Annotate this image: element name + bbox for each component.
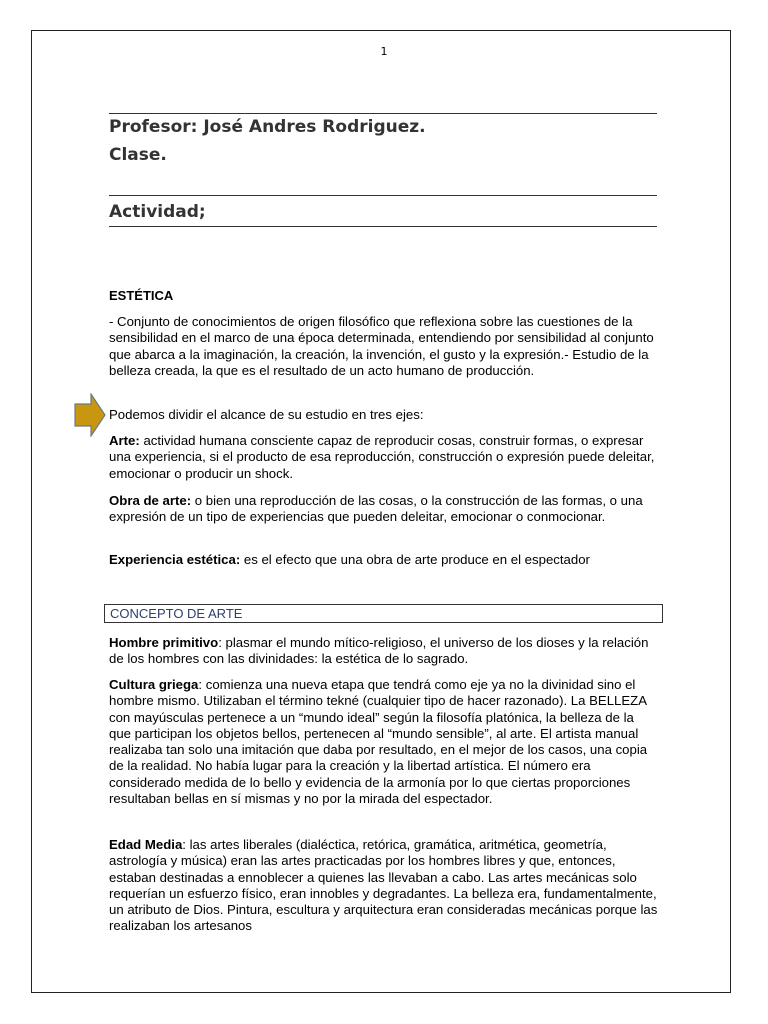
concepto-title-box (104, 604, 663, 623)
estetica-intro: Podemos dividir el alcance de su estudio en tres ejes: (109, 407, 424, 422)
concepto-title: CONCEPTO DE ARTE (110, 606, 243, 621)
axis-text: es el efecto que una obra de arte produce en el espectador (240, 552, 590, 567)
era-term: Hombre primitivo (109, 635, 219, 650)
right-arrow-icon (74, 393, 106, 437)
axis-arte (109, 433, 659, 482)
header-rule-bottom (109, 226, 657, 227)
activity-heading: Actividad; (109, 202, 206, 222)
era-text: : comienza una nueva etapa que tendrá como eje ya no la divinidad sino el hombre mismo. Utilizaban el término tekné (cualquier tipo de hacer razonado). La BELLEZA con mayúsculas pertenece a un “mundo ideal” según la filosofía platónica, la belleza de la que participan los objetos bellos, pertenecen al “mundo sensible”, al arte. El artista manual realizaba tan solo una imitación que daba por resultado, en el mejor de los casos, una copia de la realidad. No había lugar para la creación y la libertad artística. El número era considerado medida de lo bello y evidencia de la armonía por lo que ciertas proporciones resultaban bellas en sí mismas y no por la mirada del espectador. (109, 677, 648, 807)
axis-text: o bien una reproducción de las cosas, o la construcción de las formas, o una expresión de un tipo de experiencias que pueden deleitar, emocionar o conmocionar. (109, 493, 643, 525)
era-term: Cultura griega (109, 677, 199, 692)
axis-term: Arte: (109, 433, 140, 448)
era-hombre-primitivo (109, 635, 659, 668)
header-rule-top (109, 113, 657, 114)
axis-term: Experiencia estética: (109, 552, 241, 567)
era-cultura-griega (109, 677, 659, 807)
page-number: 1 (380, 45, 388, 58)
era-edad-media (109, 837, 659, 935)
era-text: : las artes liberales (dialéctica, retórica, gramática, aritmética, geometría, astrología y música) eran las artes practicadas por los hombres libres y que, entonces, estaban destinadas a ennoblecer a quienes las llevaban a cabo. Las artes mecánicas solo requerían un esfuerzo físico, eran innobles y degradantes. La belleza era, fundamentalmente, un atributo de Dios. Pintura, escultura y arquitectura eran consideradas mecánicas porque las realizaban los artesanos (109, 837, 658, 934)
estetica-definition: - Conjunto de conocimientos de origen filosófico que reflexiona sobre las cuestiones de la sensibilidad en el marco de una época determinada, entendiendo por sensibilidad al conjunto que abarca a la imaginación, la creación, la invención, el gusto y la expresión.- Estudio de la belleza creada, la que es el resultado de un acto humano de producción. (109, 314, 654, 378)
class-heading: Clase. (109, 145, 167, 165)
era-text: : plasmar el mundo mítico-religioso, el universo de los dioses y la relación de los hombres con las divinidades: la estética de lo sagrado. (109, 635, 649, 667)
axis-experiencia-estetica (109, 552, 659, 568)
era-term: Edad Media (109, 837, 183, 852)
header-rule-middle (109, 195, 657, 196)
estetica-title: ESTÉTICA (109, 288, 174, 303)
axis-term: Obra de arte: (109, 493, 192, 508)
axis-text: actividad humana consciente capaz de reproducir cosas, construir formas, o expresar una experiencia, si el producto de esa reproducción, construcción o expresión puede deleitar, emocionar o producir un shock. (109, 433, 655, 481)
professor-heading: Profesor: José Andres Rodriguez. (109, 117, 426, 137)
axis-obra-de-arte (109, 493, 659, 526)
